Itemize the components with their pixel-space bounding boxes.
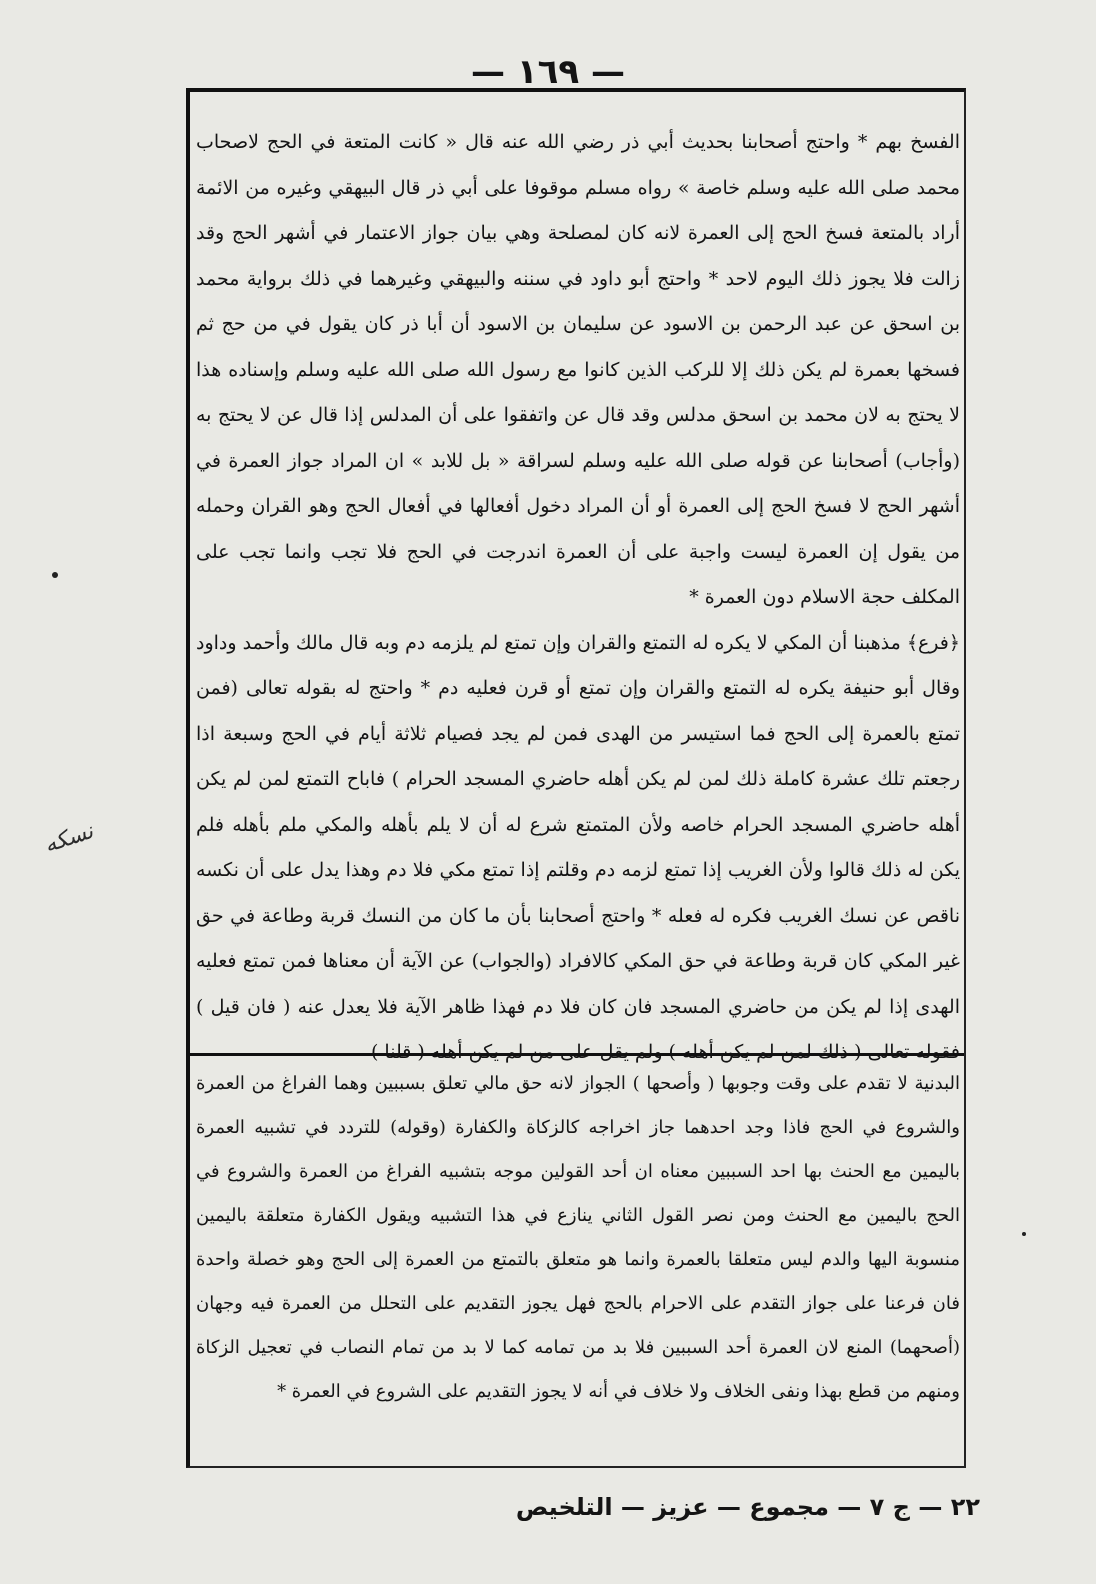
- commentary-paragraph: البدنية لا تقدم على وقت وجوبها ( وأصحها ) الجواز لانه حق مالي تعلق بسببين وهما الفراغ من العمرة والشروع في الحج فاذا وجد احدهما جاز اخراجه كالزكاة والكفارة (وقوله) للتردد في تشبيه العمرة باليمين مع الحنث بها احد السببين معناه ان أحد القولين موجه بتشبيه الفراغ من العمرة والشروع في الحج باليمين مع الحنث ومن نصر القول الثاني ينازع في هذا التشبيه ويقول الكفارة متعلقة باليمين منسوبة اليها والدم ليس متعلقا بالعمرة وانما هو متعلق بالتمتع من العمرة إلى الحج وهو خصلة واحدة فان فرعنا على جواز التقدم على الاحرام بالحج فهل يجوز التقديم على التحلل من العمرة فيه وجهان (أصحهما) المنع لان العمرة أحد السببين فلا بد من تمامه كما لا بد من تمام النصاب في تعجيل الزكاة ومنهم من قطع بهذا ونفى الخلاف ولا خلاف في أنه لا يجوز التقديم على الشروع في العمرة *: [196, 1073, 960, 1402]
- section-divider: [188, 1053, 964, 1056]
- page-number: — ١٦٩ —: [471, 52, 625, 92]
- commentary-block: [196, 1062, 960, 1414]
- margin-handwritten-note: نسكه: [41, 818, 97, 859]
- main-paragraph: الفسخ بهم * واحتج أصحابنا بحديث أبي ذر رضي الله عنه قال « كانت المتعة في الحج لاصحاب محمد صلى الله عليه وسلم خاصة » رواه مسلم موقوفا على أبي ذر قال البيهقي وغيره من الائمة أراد بالمتعة فسخ الحج إلى العمرة لانه كان لمصلحة وهي بيان جواز الاعتمار في أشهر الحج وقد زالت فلا يجوز ذلك اليوم لاحد * واحتج أبو داود في سننه والبيهقي وغيرهما في ذلك برواية محمد بن اسحق عن عبد الرحمن بن الاسود عن سليمان بن الاسود أن أبا ذر كان يقول في من حج ثم فسخها بعمرة لم يكن ذلك إلا للركب الذين كانوا مع رسول الله صلى الله عليه وسلم وإسناده هذا لا يحتج به لان محمد بن اسحق مدلس وقد قال عن واتفقوا على أن المدلس إذا قال عن لا يحتج به (وأجاب) أصحابنا عن قوله صلى الله عليه وسلم لسراقة « بل للابد » ان المراد جواز العمرة في أشهر الحج لا فسخ الحج إلى العمرة أو أن المراد دخول أفعالها في أفعال الحج وهو القران وحمله من يقول إن العمرة ليست واجبة على أن العمرة اندرجت في الحج فلا تجب وانما تجب على المكلف حجة الاسلام دون العمرة *: [196, 131, 960, 608]
- main-text-block: [196, 120, 960, 1076]
- printer-signature: ٢٢ — ج ٧ — مجموع — عزيز — التلخيص: [515, 1493, 980, 1521]
- ink-speck: [1022, 1232, 1026, 1236]
- ink-speck: [52, 572, 58, 578]
- main-paragraph-far: ﴿فرع﴾ مذهبنا أن المكي لا يكره له التمتع والقران وإن تمتع لم يلزمه دم وبه قال مالك وأحمد وداود وقال أبو حنيفة يكره له التمتع والقران وإن تمتع أو قرن فعليه دم * واحتج له بقوله تعالى (فمن تمتع بالعمرة إلى الحج فما استيسر من الهدى فمن لم يجد فصيام ثلاثة أيام في الحج وسبعة اذا رجعتم تلك عشرة كاملة ذلك لمن لم يكن أهله حاضري المسجد الحرام ) فاباح التمتع لمن لم يكن أهله حاضري المسجد الحرام خاصه ولأن المتمتع شرع له أن لا يلم بأهله والمكي ملم بأهله فلم يكن له ذلك قالوا ولأن الغريب إذا تمتع لزمه دم وقلتم إذا تمتع مكي فلا دم وهذا يدل على أن نكسه ناقص عن نسك الغريب فكره له فعله * واحتج أصحابنا بأن ما كان من النسك قربة وطاعة في حق غير المكي كان قربة وطاعة في حق المكي كالافراد (والجواب) عن الآية أن معناها فمن تمتع فعليه الهدى إذا لم يكن من حاضري المسجد فان كان فلا دم فهذا ظاهر الآية فلا يعدل عنه ( فان قيل ) فقوله تعالى ( ذلك لمن لم يكن أهله ) ولم يقل على من لم يكن أهله ( قلنا ): [196, 631, 960, 1063]
